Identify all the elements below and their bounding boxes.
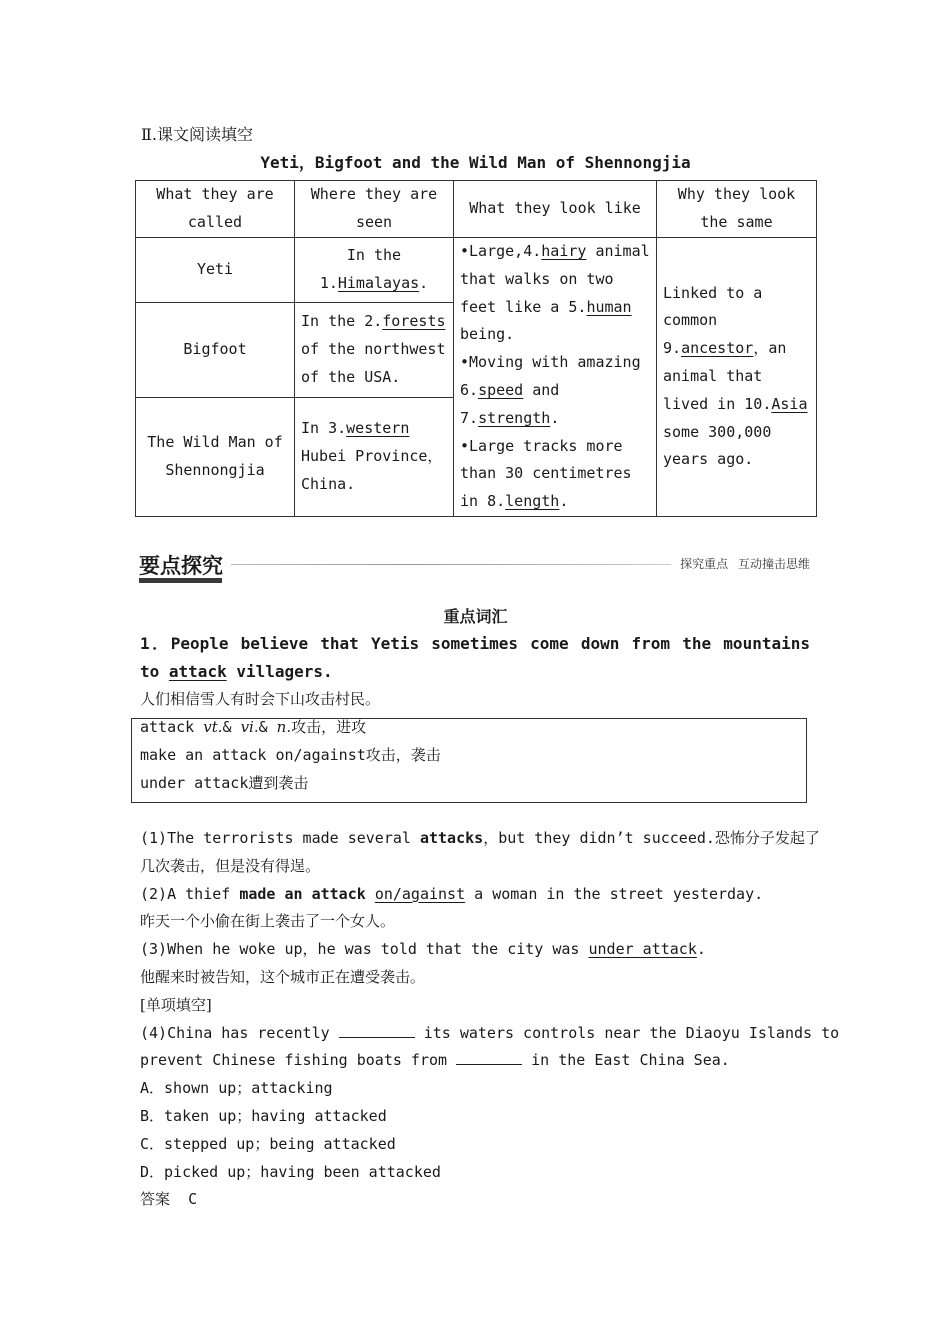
single-choice-label: [单项填空] [140, 995, 212, 1014]
ex1-text: (1)The terrorists made several [140, 829, 420, 847]
look-text-3b: . [559, 492, 569, 511]
usage-box-content [140, 714, 441, 797]
usage-pos-n: n. [276, 718, 292, 736]
q4-text: (4)China has recently [140, 1023, 339, 1042]
q4-rest: its waters controls near the Diaoyu Islands to [414, 1023, 840, 1042]
ex2-text: (2)A thief [140, 884, 240, 903]
example-1-line-1 [140, 825, 820, 853]
vocab-title: 重点词汇 [443, 607, 508, 626]
answer-6: speed [478, 380, 524, 399]
question-1-translation: 人们相信雪人有时会下山攻击村民。 [140, 690, 381, 708]
name-yeti: Yeti [136, 238, 295, 303]
banner-divider [231, 564, 671, 565]
ex2-bold: made an attack [239, 884, 366, 903]
usage-line-3: under attack遭到袭击 [140, 773, 309, 792]
usage-pos-vt: vt. [203, 718, 223, 736]
example-2-translation: 昨天一个小偷在街上袭击了一个女人。 [140, 912, 396, 931]
option-a[interactable]: A．shown up；attacking [140, 1079, 333, 1098]
header-where: Where they are seen [295, 181, 454, 238]
look-text-1b: animal that walks on two feet like a 5. [460, 242, 650, 316]
example-3-translation: 他醒来时被告知，这个城市正在遭受袭击。 [140, 967, 426, 986]
ex2-rest: a woman in the street yesterday. [465, 884, 764, 903]
why-text-c: some 300,000 years ago. [663, 422, 772, 469]
look-text-1c: being. [460, 325, 515, 344]
table-title: Yeti，Bigfoot and the Wild Man of Shennongjia [260, 153, 691, 172]
ex3-text: (3)When he woke up，he was told that the city was [140, 940, 589, 959]
answer-4: hairy [541, 242, 587, 260]
table-row-yeti [136, 238, 817, 303]
question-1 [140, 630, 810, 686]
question-4-line-1 [140, 1020, 840, 1048]
option-d[interactable]: D．picked up；having been attacked [140, 1162, 441, 1181]
look-text-1a: •Large,4. [460, 242, 542, 260]
ex3-answer: under attack [588, 940, 697, 959]
option-c[interactable]: C．stepped up；being attacked [140, 1134, 396, 1153]
where-yeti [295, 238, 454, 303]
look-text-2b: and 7. [460, 380, 560, 427]
q1-text: 1．People believe that Yetis sometimes come down from the mountains to [140, 634, 810, 681]
ex2-answer: on/against [374, 884, 466, 903]
example-2 [140, 881, 812, 909]
why-cell [657, 238, 817, 517]
q1-answer: attack [168, 661, 227, 681]
where-yeti-end: . [419, 274, 429, 293]
header-why: Why they look the same [657, 181, 817, 238]
name-bigfoot: Bigfoot [136, 303, 295, 398]
where-yeti-text: In the 1. [319, 246, 402, 293]
where-bigfoot [295, 303, 454, 398]
answer-value: C [188, 1190, 198, 1209]
where-bigfoot-end: of the northwest of the USA. [301, 340, 446, 386]
answer-8: length [505, 492, 560, 511]
look-text-2c: . [550, 408, 560, 427]
banner-subtitle: 探究重点 互动撞击思维 [680, 557, 810, 571]
ex3-end: . [696, 940, 706, 959]
section-heading: Ⅱ.课文阅读填空 [141, 125, 253, 144]
answer-5: human [586, 297, 632, 316]
usage-meaning: 攻击，进攻 [291, 718, 367, 736]
example-3 [140, 936, 812, 964]
examples [140, 825, 840, 1214]
why-text-a: Linked to a common 9. [663, 283, 763, 358]
q4-text-2: prevent Chinese fishing boats from [140, 1051, 457, 1070]
table-header-row [136, 181, 817, 238]
banner-title: 要点探究 [139, 554, 223, 578]
name-wildman: The Wild Man of Shennongjia [136, 397, 295, 516]
look-cell [454, 238, 657, 517]
header-look: What they look like [454, 181, 657, 238]
usage-pos-vi: vi. [240, 718, 259, 736]
banner-underline [139, 578, 222, 583]
look-text-3a: •Large tracks more than 30 centimetres in 8. [460, 436, 632, 511]
usage-word: attack [140, 718, 204, 736]
where-wildman-text: In 3. [301, 419, 347, 438]
answer-7: strength [478, 408, 551, 427]
question-4-line-2 [140, 1047, 812, 1075]
usage-line-2: make an attack on/against攻击，袭击 [140, 745, 441, 764]
example-1-line-2: 几次袭击，但是没有得逞。 [140, 856, 321, 875]
answer-3: western [346, 419, 410, 438]
option-b[interactable]: B．taken up；having attacked [140, 1106, 387, 1125]
answer-line [140, 1186, 812, 1214]
answer-label: 答案 [140, 1190, 171, 1209]
q1-end: villagers. [226, 661, 333, 681]
ex1-bold: attacks [419, 829, 484, 847]
answer-10: Asia [771, 394, 808, 413]
answer-2: forests [382, 312, 446, 331]
answer-9: ancestor [681, 339, 754, 358]
usage-amp-2: & [258, 718, 277, 736]
q4-blank-2[interactable] [456, 1050, 522, 1065]
answer-1: Himalayas [337, 274, 420, 293]
usage-line-1 [140, 714, 441, 742]
why-text-b: ，an animal that lived in 10. [663, 339, 787, 413]
header-called: What they are called [136, 181, 295, 238]
usage-amp-1: & [222, 718, 241, 736]
ex1-rest: ，but they didn’t succeed.恐怖分子发起了 [483, 829, 820, 847]
where-wildman-end: Hubei Province，China. [301, 447, 443, 493]
where-wildman [295, 397, 454, 516]
look-text-2a: •Moving with amazing 6. [460, 353, 641, 399]
summary-table [135, 180, 817, 517]
q4-blank-1[interactable] [339, 1023, 415, 1038]
ex2-space [366, 885, 375, 903]
q4-rest-2: in the East China Sea. [522, 1051, 730, 1070]
section-banner [139, 550, 814, 586]
where-bigfoot-text: In the 2. [301, 312, 383, 331]
